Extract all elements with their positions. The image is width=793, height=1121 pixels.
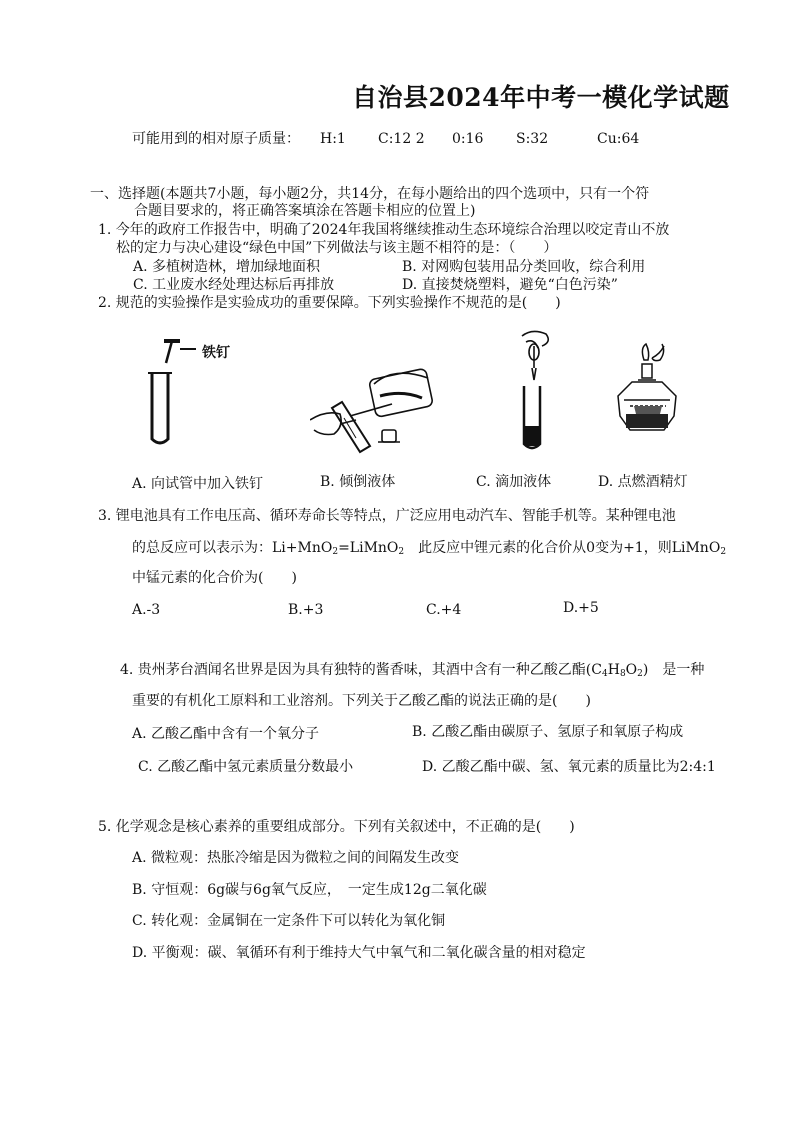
q1-option-a: A. 多植树造林，增加绿地面积 bbox=[133, 259, 321, 275]
q4-stem: 4. 贵州茅台酒闻名世界是因为具有独特的酱香味，其酒中含有一种乙酸乙酯$(C_4H_8O_2)$ 是一种 bbox=[120, 662, 705, 679]
q5-option-d: D. 平衡观：碳、氧循环有利于维持大气中氧气和二氧化碳含量的相对稳定 bbox=[132, 945, 586, 961]
exam-title: 自治县2024年中考一模化学试题 bbox=[352, 83, 730, 112]
q1-stem: 1. 今年的政府工作报告中，明确了2024年我国将继续推动生态环境综合治理以咬定青山不放 bbox=[98, 222, 670, 238]
q1-option-c: C. 工业废水经处理达标后再排放 bbox=[133, 277, 335, 293]
mass-o: 0:16 bbox=[452, 131, 484, 147]
q2-option-b: B. 倾倒液体 bbox=[320, 474, 396, 490]
mass-cu: Cu:64 bbox=[597, 131, 640, 147]
figure-dropper bbox=[512, 328, 572, 453]
q5-option-a: A. 微粒观：热胀冷缩是因为微粒之间的间隔发生改变 bbox=[132, 850, 460, 866]
q2-option-a: A. 向试管中加入铁钉 bbox=[132, 476, 264, 492]
q3-option-b: B.+3 bbox=[288, 602, 324, 618]
nail-label: 铁钉 bbox=[202, 345, 230, 361]
q1-stem-cont: 松的定力与决心建设“绿色中国”下列做法与该主题不相符的是：（ ） bbox=[116, 240, 558, 256]
q5-stem: 5. 化学观念是核心素养的重要组成部分。下列有关叙述中，不正确的是( ) bbox=[98, 819, 575, 835]
q3-option-d: D.+5 bbox=[563, 600, 599, 616]
q3-option-c: C.+4 bbox=[426, 602, 462, 618]
q2-stem: 2. 规范的实验操作是实验成功的重要保障。下列实验操作不规范的是( ) bbox=[98, 295, 561, 311]
q5-option-c: C. 转化观：金属铜在一定条件下可以转化为氧化铜 bbox=[132, 913, 446, 929]
q4-option-b: B. 乙酸乙酯由碳原子、氢原子和氧原子构成 bbox=[412, 724, 684, 740]
section-heading: 一、选择题(本题共7小题，每小题2分，共14分，在每小题给出的四个选项中，只有一个符 bbox=[90, 186, 650, 202]
q4-option-c: C. 乙酸乙酯中氢元素质量分数最小 bbox=[138, 759, 354, 775]
q5-option-b: B. 守恒观：6g碳与6g氧气反应， 一定生成12g二氧化碳 bbox=[132, 882, 487, 898]
q4-option-d: D. 乙酸乙酯中碳、氢、氧元素的质量比为2:4:1 bbox=[422, 759, 716, 775]
q4-stem-cont: 重要的有机化工原料和工业溶剂。下列关于乙酸乙酯的说法正确的是( ) bbox=[132, 693, 591, 709]
mass-h: H:1 bbox=[320, 131, 346, 147]
q2-option-d: D. 点燃酒精灯 bbox=[598, 474, 688, 490]
section-heading-cont: 合题目要求的，将正确答案填涂在答题卡相应的位置上) bbox=[134, 203, 476, 219]
figure-pouring-liquid bbox=[310, 360, 440, 460]
q3-stem-cont: 中锰元素的化合价为( ) bbox=[132, 570, 297, 586]
q1-option-b: B. 对网购包装用品分类回收，综合利用 bbox=[402, 259, 646, 275]
figure-alcohol-lamp bbox=[604, 340, 699, 440]
q3-stem-reaction: 的总反应可以表示为：Li+MnO$_2$=LiMnO$_2$ 此反应中锂元素的化合价从0变为+1，则LiMnO$_2$ bbox=[132, 540, 727, 557]
q3-option-a: A.-3 bbox=[132, 602, 161, 618]
q1-option-d: D. 直接焚烧塑料，避免“白色污染” bbox=[402, 277, 618, 293]
masses-label: 可能用到的相对原子质量： bbox=[132, 131, 300, 147]
q2-option-c: C. 滴加液体 bbox=[476, 474, 552, 490]
q3-stem: 3. 锂电池具有工作电压高、循环寿命长等特点，广泛应用电动汽车、智能手机等。某种锂电池 bbox=[98, 508, 676, 524]
figure-test-tube-nail bbox=[140, 335, 260, 450]
q4-option-a: A. 乙酸乙酯中含有一个氧分子 bbox=[132, 726, 320, 742]
mass-s: S:32 bbox=[516, 131, 549, 147]
mass-c: C:12 2 bbox=[378, 131, 425, 147]
